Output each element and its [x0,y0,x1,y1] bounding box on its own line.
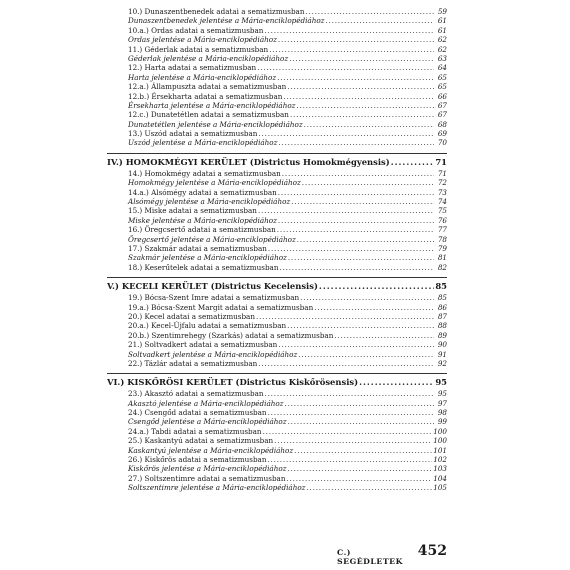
table-of-contents [107,7,447,493]
dot-leader [289,54,434,63]
toc-entry [107,427,447,436]
toc-entry-title: 15.) Miske adatai a sematizmusban [128,206,257,216]
toc-page-number: 65 [437,82,447,92]
dot-leader [297,235,434,244]
toc-entry-title: Akasztó jelentése a Mária-enciklopédiához [128,398,284,408]
dot-leader [290,110,434,119]
dot-leader [268,244,434,253]
dot-leader [258,359,434,368]
dot-leader [302,178,434,187]
toc-page-number: 95 [437,389,447,399]
toc-page-number: 101 [433,445,447,455]
toc-page-number: 59 [437,7,447,16]
dot-leader [279,263,434,272]
toc-entry [107,73,447,82]
toc-entry-title: 17.) Szakmár adatai a sematizmusban [128,243,267,253]
toc-page-number: 69 [437,129,447,139]
dot-leader [268,408,434,417]
dot-leader [277,225,434,234]
toc-entry [107,464,447,473]
toc-entry-title: 19.) Bócsa-Szent Imre adatai a sematizmusban [128,293,300,303]
dot-leader [274,436,432,445]
dot-leader [294,446,432,455]
dot-leader [283,92,434,101]
toc-entry-title: Homokmégy jelentése a Mária-enciklopédiához [128,178,301,188]
toc-entry [107,235,447,244]
toc-page-number: 62 [437,35,447,45]
toc-page-number: 89 [437,330,447,340]
dot-leader [304,120,434,129]
page-number: 452 [417,543,447,559]
dot-leader [278,188,434,197]
dot-leader [334,331,434,340]
toc-entry [107,82,447,91]
toc-entry [107,244,447,253]
toc-entry [107,169,447,178]
toc-entry-title: 12.) Harta adatai a sematizmusban [128,63,257,73]
toc-entry-title: 14.a.) Alsómégy adatai a sematizmusban [128,187,277,197]
toc-entry-title: Dunaszentbenedek jelentése a Mária-enciklopédiához [128,16,325,26]
toc-entry-title: Kiskőrös jelentése a Mária-enciklopédiához [128,464,287,474]
toc-entry [107,399,447,408]
toc-page-number: 86 [437,302,447,312]
toc-entry-title: 10.a.) Ordas adatai a sematizmusban [128,25,264,35]
toc-entry [107,110,447,119]
toc-section-heading [107,281,447,292]
toc-entry-title: 12.a.) Állampuszta adatai a sematizmusban [128,82,287,92]
toc-page-number: 85 [437,293,447,303]
dot-leader [314,303,434,312]
toc-entry-title: Géderlak jelentése a Mária-enciklopédiához [128,53,289,63]
toc-entry [107,417,447,426]
dot-leader [282,169,434,178]
footer-section-label: C.) SEGÉDLETEK [337,548,403,566]
toc-entry-title: 13.) Uszód adatai a sematizmusban [128,129,258,139]
toc-entry-title: 22.) Tázlár adatai a sematizmusban [128,358,258,368]
dot-leader [269,45,434,54]
toc-entry [107,188,447,197]
toc-entry-title: 18.) Keserűtelek adatai a sematizmusban [128,262,279,272]
dot-leader [278,340,434,349]
toc-page-number: 91 [437,349,447,359]
toc-entry [107,216,447,225]
dot-leader [278,216,434,225]
dot-leader [288,253,434,262]
toc-section-heading [107,157,447,168]
toc-entry-title: Szakmár jelentése a Mária-enciklopédiához [128,253,287,263]
dot-leader [296,101,434,110]
toc-entry [107,446,447,455]
toc-page-number: 77 [437,225,447,235]
toc-entry-title: Dunatetétlen jelentése a Mária-enciklopédiához [128,119,303,129]
toc-entry-title: 12.c.) Dunatetétlen adatai a sematizmusban [128,110,289,120]
dot-leader [300,293,434,302]
toc-entry [107,101,447,110]
toc-page-number: 61 [437,16,447,26]
dot-leader [298,350,434,359]
toc-page-number: 65 [437,72,447,82]
toc-entry-title: 26.) Kiskőrös adatai a sematizmusban [128,455,267,465]
toc-entry [107,138,447,147]
toc-entry-title: 12.b.) Érsekharta adatai a sematizmusban [128,91,283,101]
toc-entry [107,120,447,129]
toc-page-number: 87 [437,311,447,321]
toc-entry [107,293,447,302]
toc-page-number: 64 [437,63,447,73]
toc-page-number: 81 [437,253,447,263]
toc-entry-title: Kaskantyú jelentése a Mária-enciklopédiához [128,445,294,455]
toc-page-number: 71 [437,168,447,178]
section-divider [107,277,447,278]
toc-entry-title: Alsómégy jelentése a Mária-enciklopédiához [128,197,291,207]
toc-page-number: 63 [437,53,447,63]
toc-page-number: 97 [437,398,447,408]
toc-page-number: 68 [437,119,447,129]
toc-entry [107,129,447,138]
toc-entry [107,408,447,417]
toc-entry-title: Ordas jelentése a Mária-enciklopédiához [128,35,277,45]
toc-page-number: 99 [437,417,447,427]
toc-entry [107,26,447,35]
toc-page-number: 95 [435,377,447,388]
toc-entry-title: 20.a.) Kecel-Újfalu adatai a sematizmusban [128,321,287,331]
dot-leader [257,63,434,72]
dot-leader [258,129,434,138]
toc-entry [107,436,447,445]
toc-entry [107,54,447,63]
toc-entry-title: Soltszentimre jelentése a Mária-enciklopédiához [128,483,306,493]
toc-entry [107,474,447,483]
toc-entry [107,483,447,492]
toc-page-number: 79 [437,243,447,253]
toc-entry [107,340,447,349]
dot-leader [278,35,434,44]
toc-page-number: 98 [437,408,447,418]
dot-leader [277,73,434,82]
toc-page-number: 105 [433,483,447,493]
dot-leader [391,157,435,168]
toc-entry [107,253,447,262]
toc-entry-title: 11.) Géderlak adatai a sematizmusban [128,44,269,54]
dot-leader [264,26,434,35]
toc-entry-title: 27.) Soltszentimre adatai a sematizmusban [128,473,286,483]
toc-page-number: 82 [437,262,447,272]
toc-entry-title: 25.) Kaskantyú adatai a sematizmusban [128,436,274,446]
toc-page-number: 70 [437,138,447,148]
toc-entry [107,303,447,312]
dot-leader [306,483,432,492]
toc-entry-title: 10.) Dunaszentbenedek adatai a sematizmusban [128,7,305,16]
toc-page-number: 66 [437,91,447,101]
dot-leader [319,281,434,292]
toc-entry-title: Miske jelentése a Mária-enciklopédiához [128,215,277,225]
toc-entry [107,331,447,340]
toc-page-number: 62 [437,44,447,54]
toc-page-number: 100 [433,436,447,446]
toc-entry-title: 20.b.) Szentimrehegy (Szarkás) adatai a sematizmusban [128,330,334,340]
toc-entry-title: Harta jelentése a Mária-enciklopédiához [128,72,277,82]
toc-entry [107,35,447,44]
toc-entry-title: 21.) Soltvadkert adatai a sematizmusban [128,340,278,350]
dot-leader [263,427,433,436]
toc-entry-title: Soltvadkert jelentése a Mária-enciklopédiához [128,349,298,359]
toc-entry [107,389,447,398]
toc-entry-title: 24.a.) Tabdi adatai a sematizmusban [128,426,262,436]
dot-leader [305,7,434,16]
toc-entry [107,16,447,25]
toc-page-number: 76 [437,215,447,225]
toc-entry-title: Csengőd jelentése a Mária-enciklopédiához [128,417,287,427]
toc-entry [107,197,447,206]
toc-entry-title: 24.) Csengőd adatai a sematizmusban [128,408,267,418]
toc-entry [107,63,447,72]
dot-leader [256,312,434,321]
dot-leader [265,389,435,398]
toc-entry [107,312,447,321]
toc-page-number: 103 [433,464,447,474]
dot-leader [284,399,434,408]
toc-page-number: 102 [433,455,447,465]
dot-leader [278,138,434,147]
section-divider [107,373,447,374]
toc-page-number: 73 [437,187,447,197]
toc-entry [107,92,447,101]
toc-page-number: 92 [437,358,447,368]
dot-leader [325,16,434,25]
toc-entry-title: Öregcsertő jelentése a Mária-enciklopédiához [128,234,296,244]
toc-entry-title: 16.) Öregcsertő adatai a sematizmusban [128,225,276,235]
dot-leader [287,321,434,330]
toc-entry-title: Uszód jelentése a Mária-enciklopédiához [128,138,278,148]
dot-leader [287,82,434,91]
toc-page-number: 74 [437,197,447,207]
toc-entry-title: Érsekharta jelentése a Mária-enciklopédiához [128,100,296,110]
toc-entry-title: 14.) Homokmégy adatai a sematizmusban [128,168,281,178]
toc-entry-title: 20.) Kecel adatai a sematizmusban [128,311,255,321]
toc-entry-title: IV.) HOMOKMÉGYI KERÜLET (Districtus Homokmégyensis) [107,156,390,167]
toc-entry [107,321,447,330]
toc-entry [107,455,447,464]
toc-page-number: 100 [433,426,447,436]
dot-leader [286,474,432,483]
toc-page-number: 85 [435,281,447,292]
toc-entry [107,263,447,272]
dot-leader [291,197,434,206]
toc-page-number: 75 [437,206,447,216]
dot-leader [288,417,434,426]
toc-entry [107,350,447,359]
toc-entry [107,7,447,16]
toc-entry [107,359,447,368]
toc-page-number: 90 [437,340,447,350]
toc-page-number: 67 [437,100,447,110]
page-footer [337,543,447,566]
toc-entry [107,206,447,215]
dot-leader [258,206,434,215]
toc-entry [107,178,447,187]
dot-leader [287,464,432,473]
dot-leader [359,377,434,388]
toc-entry [107,225,447,234]
toc-page-number: 104 [433,473,447,483]
toc-entry-title: VI.) KISKŐRÖSI KERÜLET (Districtus Kiskőrösensis) [107,377,359,388]
toc-entry-title: V.) KECELI KERÜLET (Districtus Kecelensis) [107,281,318,292]
section-divider [107,153,447,154]
toc-page-number: 72 [437,178,447,188]
toc-page-number: 78 [437,234,447,244]
dot-leader [267,455,432,464]
toc-entry [107,45,447,54]
toc-page-number: 88 [437,321,447,331]
toc-page-number: 71 [435,156,447,167]
toc-page-number: 61 [437,25,447,35]
toc-entry-title: 23.) Akasztó adatai a sematizmusban [128,389,264,399]
toc-section-heading [107,377,447,388]
toc-entry-title: 19.a.) Bócsa-Szent Margit adatai a sematizmusban [128,302,314,312]
toc-page-number: 67 [437,110,447,120]
